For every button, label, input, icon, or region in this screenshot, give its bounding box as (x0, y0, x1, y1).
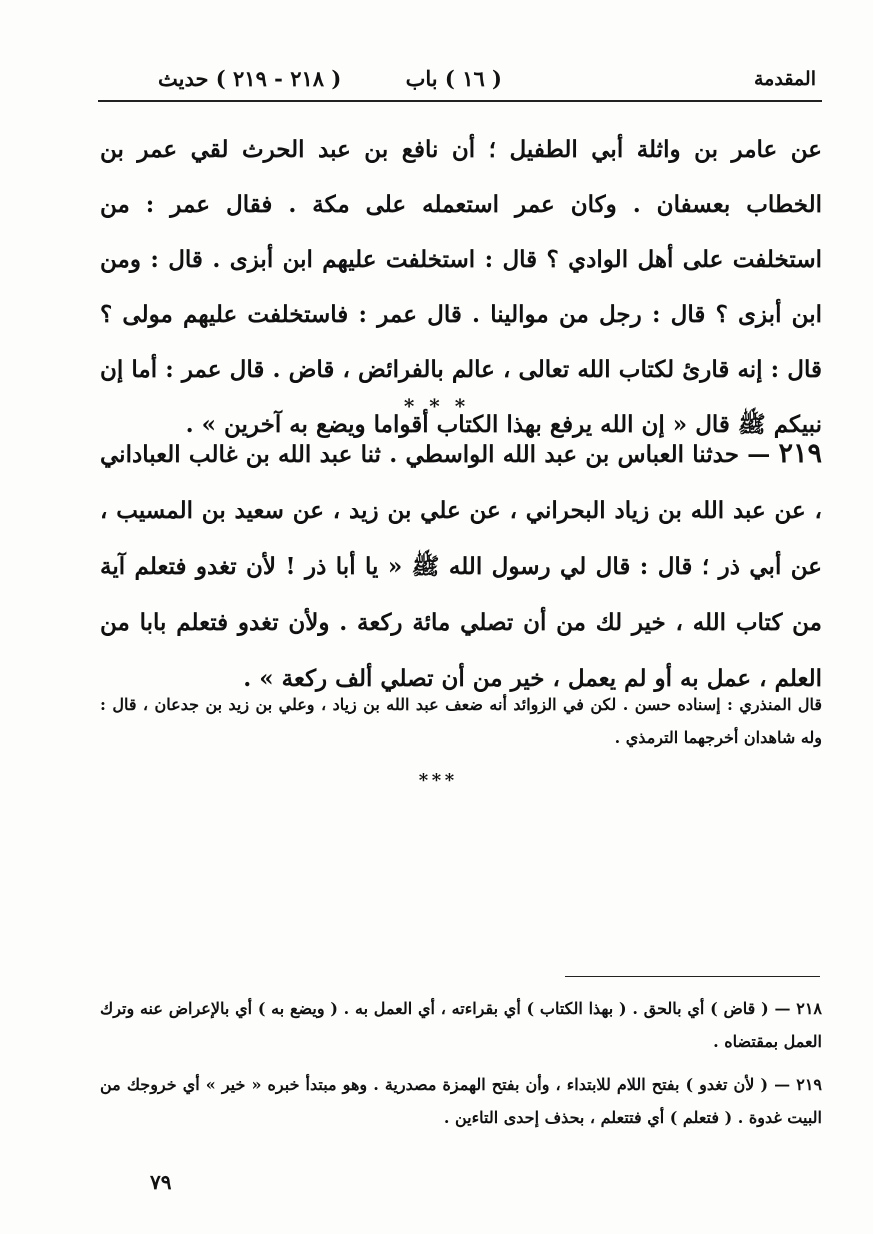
running-header (100, 62, 822, 98)
section-separator: * * * (403, 394, 470, 418)
header-hadith-range: ( ٢١٨ - ٢١٩ ) حديث (158, 66, 342, 91)
hadith-218-paragraph: عن عامر بن واثلة أبي الطفيل ؛ أن نافع بن عبد الحرث لقي عمر بن الخطاب بعسفان . وكان عمر استعمله على مكة . فقال عمر : من استخلفت على أهل الوادي ؟ قال : استخلفت عليهم ابن أبزى . قال : ومن ابن أبزى ؟ قال : رجل من موالينا . قال عمر : فاستخلفت عليهم مولى ؟ قال : إنه قارئ لكتاب الله تعالى ، عالم بالفرائض ، قاض . قال عمر : أما إن نبيكم ﷺ قال « إن الله يرفع بهذا الكتاب أقواما ويضع به آخرين » . (100, 136, 822, 438)
page-number: ٧٩ (150, 1170, 172, 1194)
footnote-rule (565, 976, 820, 977)
footnotes (100, 992, 822, 1144)
header-rule (98, 100, 822, 102)
hadith-219 (100, 426, 822, 707)
footnote-219: ٢١٩ — ( لأن تغدو ) بفتح اللام للابتداء ، وأن بفتح الهمزة مصدرية . وهو مبتدأ خبره « خير » أي خروجك من البيت غدوة . ( فتعلم ) أي فتتعلم ، بحذف إحدى التاءين . (100, 1075, 823, 1127)
asterism-separator: * * * (418, 770, 455, 791)
hadith-219-text: — حدثنا العباس بن عبد الله الواسطي . ثنا عبد الله بن غالب العباداني ، عن عبد الله بن زياد البحراني ، عن علي بن زيد ، عن سعيد بن المسيب ، عن أبي ذر ؛ قال : قال لي رسول الله ﷺ « يا أبا ذر ! لأن تغدو فتعلم آية من كتاب الله ، خير لك من أن تصلي مائة ركعة . ولأن تغدو فتعلم بابا من العلم ، عمل به أو لم يعمل ، خير من أن تصلي ألف ركعة » . (100, 441, 822, 692)
header-chapter: ( ١٦ ) باب (405, 66, 502, 91)
hadith-219-number: ٢١٩ (778, 438, 823, 469)
mundhiri-note: قال المنذري : إسناده حسن . لكن في الزوائد أنه ضعف عبد الله بن زياد ، وعلي بن زيد بن جدعان ، قال : وله شاهدان أخرجهما الترمذي . (100, 695, 822, 747)
header-section-title: المقدمة (753, 68, 816, 90)
footnote-218: ٢١٨ — ( قاض ) أي بالحق . ( بهذا الكتاب ) أي بقراءته ، أي العمل به . ( ويضع به ) أي بالإعراض عنه وترك العمل بمقتضاه . (100, 999, 822, 1051)
